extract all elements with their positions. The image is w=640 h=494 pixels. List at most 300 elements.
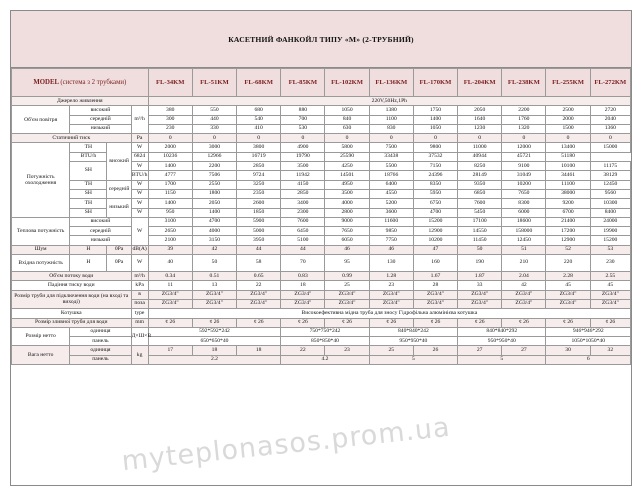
unit-label: kPa (131, 281, 148, 290)
value-cell: 27 (458, 346, 502, 355)
value-cell: 11942 (281, 171, 325, 180)
model-name: FL-68KM (237, 69, 281, 97)
table-row (12, 217, 631, 226)
value-cell: 51 (502, 245, 546, 254)
value-cell: 160 (413, 255, 457, 272)
value-cell: 15200 (590, 236, 630, 245)
value-cell: 5950 (413, 189, 457, 198)
noise-label: Шум (12, 245, 70, 254)
value-cell: ZG3/4" (413, 299, 457, 308)
value-cell: 1640 (458, 115, 502, 124)
value-cell: 22 (237, 281, 281, 290)
value-cell: 6050 (325, 236, 369, 245)
value-cell: 4700 (192, 217, 236, 226)
table-row (12, 152, 631, 161)
value-cell: 0 (413, 134, 457, 143)
value-cell: 19790 (281, 152, 325, 161)
value-cell: 1.87 (458, 272, 502, 281)
unit-label: Pa (131, 134, 148, 143)
value-cell: 540 (237, 115, 281, 124)
value-cell: ¢ 26 (192, 318, 236, 327)
table-row (12, 355, 631, 364)
value-cell: 2850 (237, 162, 281, 171)
model-name: FL-51KM (192, 69, 236, 97)
value-cell: 40944 (458, 152, 502, 161)
table-row (12, 106, 631, 115)
value-cell: 13 (192, 281, 236, 290)
value-cell: 0 (458, 134, 502, 143)
value-cell: 1850 (237, 208, 281, 217)
value-cell: 28 (413, 281, 457, 290)
value-cell: 44 (281, 245, 325, 254)
value-cell: 58 (237, 255, 281, 272)
value-cell: 550 (192, 106, 236, 115)
unit-label: kg (131, 346, 148, 365)
value-cell: 950*950*40 (458, 337, 546, 346)
value-cell: 7500 (369, 143, 413, 152)
value-cell: 2000 (546, 115, 590, 124)
value-cell: 1050 (325, 106, 369, 115)
value-cell: 6750 (413, 199, 457, 208)
value-cell: 14550 (458, 227, 502, 236)
value-cell: 5900 (237, 217, 281, 226)
load-type-label: SH (70, 208, 107, 217)
load-type-label: TH (70, 180, 107, 189)
value-cell: 3250 (237, 180, 281, 189)
spec-table (11, 68, 631, 365)
value-cell: ZG3/4" (148, 299, 192, 308)
pressure-label: 0Pa (107, 245, 131, 254)
table-row (12, 255, 631, 272)
value-cell: 946*946*292 (546, 327, 631, 336)
value-cell: 1230 (458, 124, 502, 133)
value-cell: 7600 (458, 199, 502, 208)
value-cell: 27 (502, 346, 546, 355)
value-cell: 1500 (546, 124, 590, 133)
value-cell: 42 (192, 245, 236, 254)
sub-label: одиниця (70, 346, 131, 355)
value-cell: 2350 (237, 189, 281, 198)
table-row (12, 236, 631, 245)
value-cell: 24000 (590, 217, 630, 226)
sub-label: одиниця (70, 327, 131, 336)
value-cell: 6700 (546, 208, 590, 217)
value-cell: 2720 (590, 106, 630, 115)
unit-label: W (131, 217, 148, 245)
value-cell: 4950 (325, 180, 369, 189)
table-row (12, 309, 631, 318)
value-cell: 18766 (369, 171, 413, 180)
value-cell: 11450 (458, 236, 502, 245)
sheet-title: КАСЕТНИЙ ФАНКОЙЛ ТИПУ «М» (2-ТРУБНИЙ) (11, 11, 631, 68)
value-cell: ZG3/4" (502, 299, 546, 308)
value-cell: 5450 (458, 208, 502, 217)
value-cell: 12900 (413, 227, 457, 236)
value-cell: 2300 (281, 208, 325, 217)
value-cell: 12450 (502, 236, 546, 245)
net-weight-label: Вага нетто (12, 346, 70, 365)
model-name: FL-255KM (546, 69, 590, 97)
unit-label: m³/h (131, 106, 148, 134)
unit-label: BTU/h (70, 152, 107, 161)
value-cell: 1400 (148, 162, 192, 171)
value-cell: ¢ 26 (546, 318, 590, 327)
value-cell: ZG3/4" (237, 299, 281, 308)
value-cell: 1100 (369, 115, 413, 124)
model-name: FL-204KM (458, 69, 502, 97)
value-cell: ZG3/4" (369, 299, 413, 308)
value-cell: ZG3/4" (192, 290, 236, 299)
mode-label: низький (70, 124, 131, 133)
value-cell: 45 (546, 281, 590, 290)
value-cell: 95 (325, 255, 369, 272)
value-cell: 10200 (413, 236, 457, 245)
watermark: myteplonasos.prom.ua (120, 411, 452, 478)
value-cell: 15000 (590, 143, 630, 152)
value-cell: 0.99 (325, 272, 369, 281)
pipe-size-label: Розмір труби для підключення води (на вході та виході) (12, 290, 132, 309)
direction-label: в (131, 290, 148, 299)
value-cell: 2200 (192, 162, 236, 171)
model-name: FL-272KM (590, 69, 630, 97)
power-supply-label: Джерело живлення (12, 97, 149, 106)
value-cell: 380 (148, 106, 192, 115)
drain-pipe-label: Розмір зливної труби для води (12, 318, 132, 327)
value-cell: 7750 (369, 236, 413, 245)
value-cell: 18 (281, 281, 325, 290)
value-cell: 10200 (502, 180, 546, 189)
value-cell: 28149 (458, 171, 502, 180)
value-cell: 7650 (502, 189, 546, 198)
value-cell: 47 (413, 245, 457, 254)
value-cell: 45721 (502, 152, 546, 161)
value-cell: ZG3/4" (546, 299, 590, 308)
value-cell: ¢ 26 (281, 318, 325, 327)
table-row (12, 281, 631, 290)
value-cell: 50 (458, 245, 502, 254)
table-row (12, 272, 631, 281)
value-cell: 6450 (281, 227, 325, 236)
value-cell: 0 (502, 134, 546, 143)
unit-label: W (131, 199, 148, 208)
model-label: MODEL (33, 78, 59, 86)
value-cell: 11000 (458, 143, 502, 152)
value-cell: 830 (369, 124, 413, 133)
table-row (12, 337, 631, 346)
value-cell: 2100 (148, 236, 192, 245)
value-cell: 5200 (369, 199, 413, 208)
cooling-capacity-label: Потужність охолодження (12, 143, 70, 217)
value-cell: 8400 (590, 208, 630, 217)
value-cell: 840*840*292 (458, 327, 546, 336)
value-cell: 51180 (546, 152, 590, 161)
value-cell: 38129 (590, 171, 630, 180)
value-cell: 1400 (413, 115, 457, 124)
value-cell: 880 (281, 106, 325, 115)
mode-label: H (70, 245, 107, 254)
value-cell: ¢ 26 (458, 318, 502, 327)
value-cell: 0 (192, 134, 236, 143)
water-flow-label: Об'єм потоку води (12, 272, 132, 281)
value-cell: ZG3/4" (546, 290, 590, 299)
value-cell: ZG3/4" (458, 290, 502, 299)
value-cell: 5 (369, 355, 457, 364)
value-cell: 0 (148, 134, 192, 143)
value-cell: 10300 (590, 199, 630, 208)
value-cell: 7150 (413, 162, 457, 171)
unit-label: W (131, 208, 148, 217)
coil-label: Котушка (12, 309, 132, 318)
value-cell: 0.65 (237, 272, 281, 281)
value-cell: ZG3/4" (325, 299, 369, 308)
value-cell: 12000 (502, 143, 546, 152)
value-cell: 210 (502, 255, 546, 272)
value-cell: 130 (369, 255, 413, 272)
unit-label: BTU/h (131, 171, 148, 180)
value-cell: ¢ 26 (369, 318, 413, 327)
value-cell: 630 (325, 124, 369, 133)
value-cell: 650*650*40 (148, 337, 281, 346)
table-row (12, 189, 631, 198)
unit-label: Д×Ш×В (131, 327, 148, 346)
value-cell: 32 (590, 346, 630, 355)
value-cell: 50 (192, 255, 236, 272)
load-type-label: SH (70, 189, 107, 198)
value-cell: 220 (546, 255, 590, 272)
value-cell: 2050 (458, 106, 502, 115)
value-cell: ZG3/4" (325, 290, 369, 299)
table-row (12, 327, 631, 336)
heating-capacity-label: Теплова потужність (12, 217, 70, 245)
model-name: FL-170KM (413, 69, 457, 97)
value-cell: 11 (148, 281, 192, 290)
value-cell: 230 (148, 124, 192, 133)
value-cell: 7600 (281, 217, 325, 226)
value-cell: 6400 (369, 180, 413, 189)
value-cell: 4550 (369, 189, 413, 198)
value-cell: 440 (192, 115, 236, 124)
value-cell: 6 (546, 355, 631, 364)
value-cell: 2040 (590, 115, 630, 124)
value-cell: ¢ 26 (325, 318, 369, 327)
value-cell: 1050*1050*40 (546, 337, 631, 346)
unit-label: W (131, 162, 148, 171)
unit-label: W (131, 255, 148, 272)
value-cell: ZG3/4" (458, 299, 502, 308)
net-size-label: Розмір нетто (12, 327, 70, 346)
value-cell: 4.2 (281, 355, 369, 364)
value-cell: 9200 (546, 199, 590, 208)
table-row (12, 227, 631, 236)
value-cell: 592*592*242 (148, 327, 281, 336)
sub-label: панель (70, 355, 131, 364)
value-cell: 750*750*242 (281, 327, 369, 336)
value-cell: 9800 (413, 143, 457, 152)
value-cell: 850*850*40 (281, 337, 369, 346)
table-row (12, 143, 631, 152)
value-cell: 2800 (325, 208, 369, 217)
value-cell: 4250 (325, 162, 369, 171)
value-cell: 23 (325, 346, 369, 355)
value-cell: 16719 (237, 152, 281, 161)
value-cell: 2200 (502, 106, 546, 115)
value-cell: ZG3/4" (281, 299, 325, 308)
value-cell: 700 (281, 115, 325, 124)
value-cell: 4000 (325, 199, 369, 208)
table-row (12, 180, 631, 189)
direction-label: поза (131, 299, 148, 308)
value-cell: 19900 (590, 227, 630, 236)
value-cell: ZG3/4" (502, 290, 546, 299)
value-cell: 2650 (148, 227, 192, 236)
value-cell: 22 (281, 346, 325, 355)
model-name: FL-136KM (369, 69, 413, 97)
value-cell: 34461 (546, 171, 590, 180)
value-cell: 950 (148, 208, 192, 217)
value-cell: 17200 (546, 227, 590, 236)
value-cell: 46 (325, 245, 369, 254)
value-cell: 18 (192, 346, 236, 355)
value-cell: 1750 (413, 106, 457, 115)
value-cell: 4777 (148, 171, 192, 180)
model-name: FL-238KM (502, 69, 546, 97)
value-cell: 5 (458, 355, 546, 364)
value-cell: 2.04 (502, 272, 546, 281)
value-cell: 2050 (192, 199, 236, 208)
value-cell: 13400 (546, 143, 590, 152)
value-cell: 300 (148, 115, 192, 124)
model-name: FL-102KM (325, 69, 369, 97)
unit-label: mm (131, 318, 148, 327)
value-cell: 3000 (192, 143, 236, 152)
value-cell: ZG3/4" (148, 290, 192, 299)
value-cell: 37532 (413, 152, 457, 161)
unit-label: dB(A) (131, 245, 148, 254)
value-cell: ZG3/4" (237, 290, 281, 299)
value-cell: 52 (546, 245, 590, 254)
value-cell: 0 (281, 134, 325, 143)
value-cell: 11100 (546, 180, 590, 189)
value-cell: 40 (148, 255, 192, 272)
value-cell: 11600 (369, 217, 413, 226)
mode-label: H (70, 255, 107, 272)
value-cell: 9350 (458, 180, 502, 189)
model-header (12, 69, 149, 97)
value-cell: 1360 (590, 124, 630, 133)
value-cell: 26 (413, 346, 457, 355)
value-cell: 25590 (325, 152, 369, 161)
value-cell: 0.51 (192, 272, 236, 281)
value-cell: 8300 (502, 199, 546, 208)
model-sublabel: (система з 2 трубками) (60, 78, 127, 86)
table-row (12, 245, 631, 254)
value-cell: 2.28 (546, 272, 590, 281)
value-cell: ZG3/4" (281, 290, 325, 299)
mode-label: середній (107, 180, 131, 199)
pressure-label: 0Pa (107, 255, 131, 272)
pressure-drop-label: Падіння тиску води (12, 281, 132, 290)
value-cell: 530 (281, 124, 325, 133)
value-cell: ¢ 26 (148, 318, 192, 327)
value-cell: 3950 (237, 236, 281, 245)
value-cell: 190 (458, 255, 502, 272)
table-row (12, 318, 631, 327)
value-cell: 8350 (413, 180, 457, 189)
value-cell: 12900 (546, 236, 590, 245)
table-row (12, 134, 631, 143)
table-row (12, 346, 631, 355)
table-row (12, 162, 631, 171)
table-row (12, 124, 631, 133)
value-cell: 17 (148, 346, 192, 355)
value-cell: 2000 (148, 143, 192, 152)
value-cell: 9100 (502, 162, 546, 171)
unit-label: W (131, 180, 148, 189)
input-power-label: Вхідна потужність (12, 255, 70, 272)
value-cell: 9724 (237, 171, 281, 180)
value-cell: 30 (546, 346, 590, 355)
value-cell: 6850 (458, 189, 502, 198)
value-cell: 53 (590, 245, 630, 254)
value-cell: 840*840*242 (369, 327, 457, 336)
value-cell: 2.55 (590, 272, 630, 281)
value-cell: 3500 (325, 189, 369, 198)
load-type-label: TH (70, 199, 107, 208)
value-cell: 7506 (192, 171, 236, 180)
value-cell: 6824 (131, 152, 148, 161)
value-cell: 1800 (192, 189, 236, 198)
value-cell: ZG3/4" (369, 290, 413, 299)
table-row (12, 290, 631, 299)
value-cell: 5500 (369, 162, 413, 171)
value-cell: 2850 (281, 189, 325, 198)
value-cell: 1400 (148, 199, 192, 208)
value-cell: ¢ 26 (413, 318, 457, 327)
spec-sheet (10, 10, 632, 486)
value-cell: 1700 (148, 180, 192, 189)
value-cell: 11175 (590, 162, 630, 171)
mode-label: середній (70, 115, 131, 124)
value-cell: 330 (192, 124, 236, 133)
value-cell: 1050 (413, 124, 457, 133)
value-cell: 950*950*40 (369, 337, 457, 346)
value-cell: 9560 (590, 189, 630, 198)
value-cell: 25 (325, 281, 369, 290)
value-cell: 0.34 (148, 272, 192, 281)
value-cell: 6000 (502, 208, 546, 217)
value-cell: 3100 (148, 217, 192, 226)
mode-label: високий (70, 106, 131, 115)
load-type-label: TH (70, 143, 107, 152)
value-cell: 2550 (192, 180, 236, 189)
value-cell: 1150 (148, 189, 192, 198)
value-cell: 2500 (546, 106, 590, 115)
load-type-label: SH (70, 162, 107, 181)
value-cell: 23 (369, 281, 413, 290)
value-cell: 0 (237, 134, 281, 143)
value-cell: 10100 (546, 162, 590, 171)
table-row (12, 97, 631, 106)
value-cell: 24396 (413, 171, 457, 180)
value-cell: 17100 (458, 217, 502, 226)
power-supply-value: 220V,50Hz,1Ph (148, 97, 630, 106)
air-volume-label: Об'єм повітря (12, 106, 70, 134)
unit-label: W (131, 143, 148, 152)
value-cell: 3400 (281, 199, 325, 208)
value-cell: 33 (458, 281, 502, 290)
value-cell: 10236 (148, 152, 192, 161)
value-cell: 1380 (369, 106, 413, 115)
